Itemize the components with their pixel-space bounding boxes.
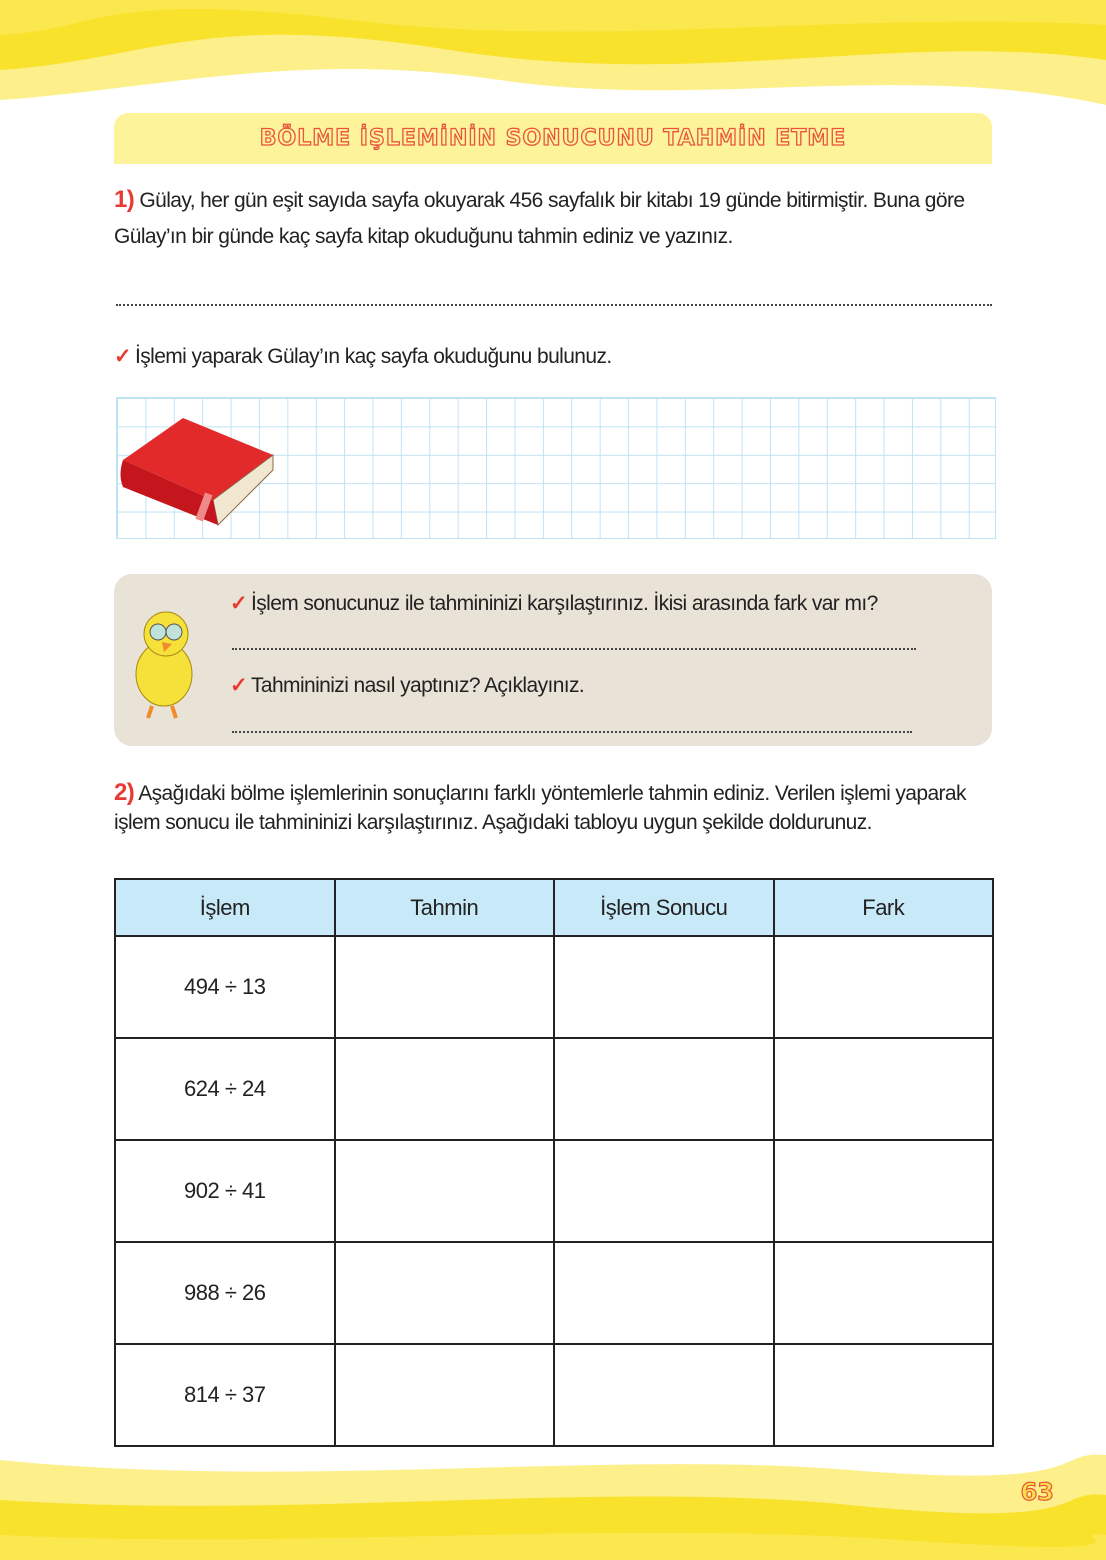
table-row [115,1038,993,1140]
operation-cell: 814 ÷ 37 [115,1344,335,1446]
difference-cell[interactable] [774,936,994,1038]
table-row [115,1242,993,1344]
operation-cell: 494 ÷ 13 [115,936,335,1038]
estimation-table [114,878,994,1447]
sub-question-text: İşlemi yaparak Gülay’ın kaç sayfa okuduğunu bulunuz. [135,345,612,368]
estimate-cell[interactable] [335,1140,555,1242]
header-islem-sonucu: İşlem Sonucu [554,879,774,936]
operation-cell: 902 ÷ 41 [115,1140,335,1242]
result-cell[interactable] [554,1242,774,1344]
reflection-box [114,574,992,746]
question-b [230,668,584,704]
estimate-cell[interactable] [335,1242,555,1344]
top-wave-decoration [0,0,1106,110]
estimate-cell[interactable] [335,1344,555,1446]
result-cell[interactable] [554,1344,774,1446]
page-number: 63 [1020,1478,1054,1506]
operation-cell: 624 ÷ 24 [115,1038,335,1140]
question-2 [114,778,994,837]
result-cell[interactable] [554,1140,774,1242]
header-tahmin: Tahmin [335,879,555,936]
table-header-row [115,879,993,936]
answer-line [232,731,912,733]
result-cell[interactable] [554,1038,774,1140]
difference-cell[interactable] [774,1038,994,1140]
question-a-text: İşlem sonucunuz ile tahmininizi karşılaştırınız. İkisi arasında fark var mı? [251,592,878,615]
question-number: 1) [114,186,135,213]
book-icon [118,415,278,530]
question-number: 2) [114,779,135,806]
question-text: Gülay, her gün eşit sayıda sayfa okuyarak 456 sayfalık bir kitabı 19 günde bitirmiştir. Buna göre Gülay’ın bir günde kaç sayfa kitap okuduğunu tahmin ediniz ve yazınız. [114,189,965,248]
table-row [115,1140,993,1242]
question-b-text: Tahmininizi nasıl yaptınız? Açıklayınız. [251,674,585,697]
difference-cell[interactable] [774,1242,994,1344]
header-fark: Fark [774,879,994,936]
operation-cell: 988 ÷ 26 [115,1242,335,1344]
estimate-cell[interactable] [335,1038,555,1140]
question-text: Aşağıdaki bölme işlemlerinin sonuçlarını farklı yöntemlerle tahmin ediniz. Verilen işlemi yaparak işlem sonucu ile tahmininizi karşılaştırınız. Aşağıdaki tabloyu uygun şekilde doldurunuz. [114,782,966,834]
sub-question [114,339,612,375]
page-title: BÖLME İŞLEMİNİN SONUCUNU TAHMİN ETME [259,126,847,151]
difference-cell[interactable] [774,1344,994,1446]
checkmark-icon: ✓ [114,345,131,368]
question-a [230,586,878,622]
table-row [115,936,993,1038]
table-row [115,1344,993,1446]
header-islem: İşlem [115,879,335,936]
difference-cell[interactable] [774,1140,994,1242]
chick-mascot-icon [122,602,202,722]
estimate-cell[interactable] [335,936,555,1038]
result-cell[interactable] [554,936,774,1038]
checkmark-icon: ✓ [230,674,247,697]
title-bar [114,113,992,164]
answer-line [116,304,992,306]
checkmark-icon: ✓ [230,592,247,615]
bottom-wave-decoration [0,1450,1106,1560]
question-1 [114,182,994,255]
answer-line [232,648,916,650]
